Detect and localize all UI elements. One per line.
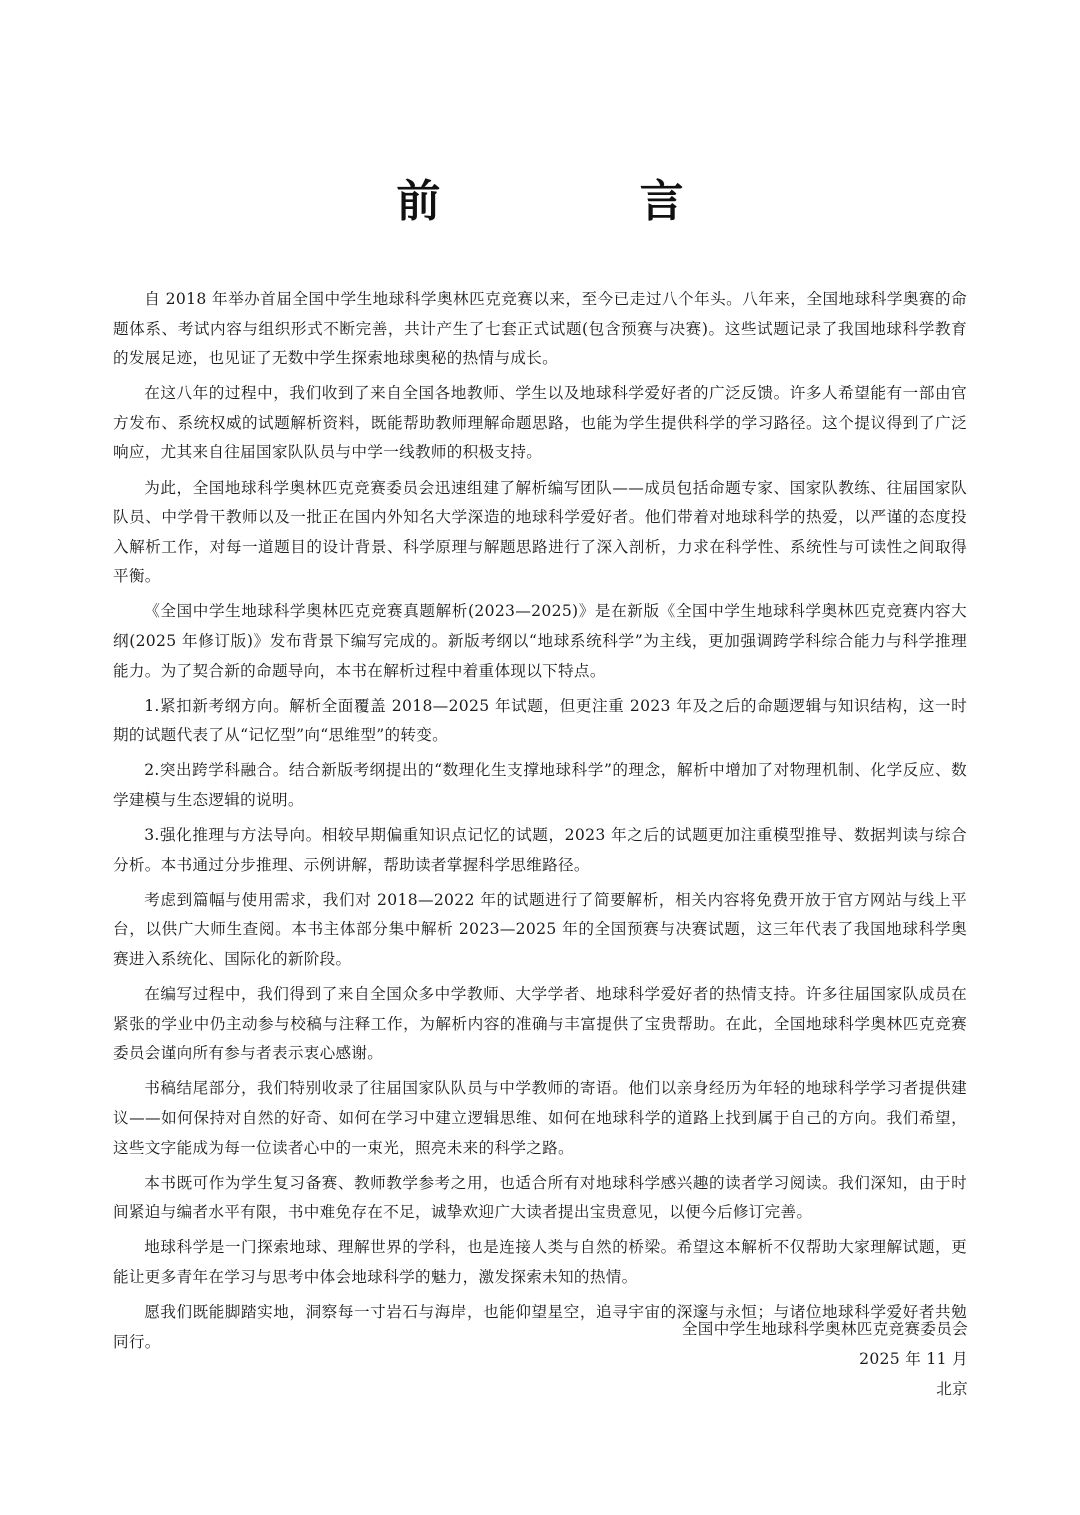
paragraph-9: 在编写过程中，我们得到了来自全国众多中学教师、大学学者、地球科学爱好者的热情支持。许多往届国家队成员在紧张的学业中仍主动参与校稿与注释工作，为解析内容的准确与丰富提供了宝贵帮助。在此，全国地球科学奥林匹克竞赛委员会谨向所有参与者表示衷心感谢。 [113, 985, 967, 1063]
page-title: 前 言 [396, 176, 776, 227]
paragraph-2: 在这八年的过程中，我们收到了来自全国各地教师、学生以及地球科学爱好者的广泛反馈。许多人希望能有一部由官方发布、系统权威的试题解析资料，既能帮助教师理解命题思路，也能为学生提供科学的学习路径。这个提议得到了广泛响应，尤其来自往届国家队队员与中学一线教师的积极支持。 [113, 384, 967, 462]
paragraph-12: 地球科学是一门探索地球、理解世界的学科，也是连接人类与自然的桥梁。希望这本解析不仅帮助大家理解试题，更能让更多青年在学习与思考中体会地球科学的魅力，激发探索未知的热情。 [113, 1238, 967, 1286]
paragraph-3: 为此，全国地球科学奥林匹克竞赛委员会迅速组建了解析编写团队——成员包括命题专家、国家队教练、往届国家队队员、中学骨干教师以及一批正在国内外知名大学深造的地球科学爱好者。他们带着对地球科学的热爱，以严谨的态度投入解析工作，对每一道题目的设计背景、科学原理与解题思路进行了深入剖析，力求在科学性、系统性与可读性之间取得平衡。 [113, 478, 967, 586]
signature-place: 北京 [936, 1380, 968, 1398]
signature-organization: 全国中学生地球科学奥林匹克竞赛委员会 [681, 1320, 968, 1338]
preface-body [113, 285, 967, 1363]
signature-block [682, 1314, 968, 1404]
paragraph-5: 1.紧扣新考纲方向。解析全面覆盖 2018—2025 年试题，但更注重 2023 年及之后的命题逻辑与知识结构，这一时期的试题代表了从“记忆型”向“思维型”的转变。 [113, 696, 967, 745]
signature-date: 2025 年 11 月 [859, 1350, 968, 1368]
paragraph-6: 2.突出跨学科融合。结合新版考纲提出的“数理化生支撑地球科学”的理念，解析中增加了对物理机制、化学反应、数学建模与生态逻辑的说明。 [113, 761, 967, 809]
paragraph-4: 《全国中学生地球科学奥林匹克竞赛真题解析(2023—2025)》是在新版《全国中学生地球科学奥林匹克竞赛内容大纲(2025 年修订版)》发布背景下编写完成的。新版考纲以“地球系统科学”为主线，更加强调跨学科综合能力与科学推理能力。为了契合新的命题导向，本书在解析过程中着重体现以下特点。 [113, 602, 967, 680]
paragraph-8: 考虑到篇幅与使用需求，我们对 2018—2022 年的试题进行了简要解析，相关内容将免费开放于官方网站与线上平台，以供广大师生查阅。本书主体部分集中解析 2023—2025 年的全国预赛与决赛试题，这三年代表了我国地球科学奥赛进入系统化、国际化的新阶段。 [113, 890, 967, 968]
paragraph-11: 本书既可作为学生复习备赛、教师教学参考之用，也适合所有对地球科学感兴趣的读者学习阅读。我们深知，由于时间紧迫与编者水平有限，书中难免存在不足，诚挚欢迎广大读者提出宝贵意见，以便今后修订完善。 [113, 1173, 967, 1222]
paragraph-1: 自 2018 年举办首届全国中学生地球科学奥林匹克竞赛以来，至今已走过八个年头。八年来，全国地球科学奥赛的命题体系、考试内容与组织形式不断完善，共计产生了七套正式试题(包含预赛与决赛)。这些试题记录了我国地球科学教育的发展足迹，也见证了无数中学生探索地球奥秘的热情与成长。 [113, 290, 967, 368]
paragraph-13: 愿我们既能脚踏实地，洞察每一寸岩石与海岸，也能仰望星空，追寻宇宙的深邃与永恒；与诸位地球科学爱好者共勉同行。 [113, 1303, 967, 1351]
paragraph-10: 书稿结尾部分，我们特别收录了往届国家队队员与中学教师的寄语。他们以亲身经历为年轻的地球科学学习者提供建议——如何保持对自然的好奇、如何在学习中建立逻辑思维、如何在地球科学的道路上找到属于自己的方向。我们希望，这些文字能成为每一位读者心中的一束光，照亮未来的科学之路。 [113, 1079, 967, 1157]
paragraph-7: 3.强化推理与方法导向。相较早期偏重知识点记忆的试题，2023 年之后的试题更加注重模型推导、数据判读与综合分析。本书通过分步推理、示例讲解，帮助读者掌握科学思维路径。 [113, 826, 967, 874]
